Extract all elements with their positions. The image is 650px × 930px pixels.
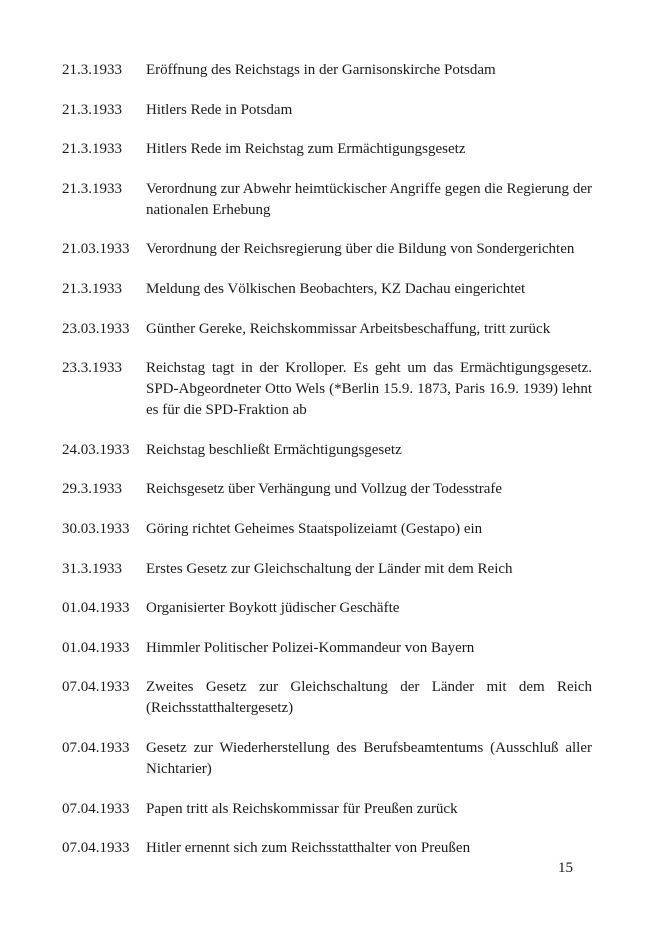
entry-text: Göring richtet Geheimes Staatspolizeiamt (Gestapo) ein — [146, 520, 483, 537]
entry-date: 21.03.1933 — [62, 241, 130, 258]
entry-date: 30.03.1933 — [62, 520, 130, 537]
entry-text: Hitlers Rede im Reichstag zum Ermächtigungsgesetz — [146, 141, 466, 158]
entry-date: 01.04.1933 — [62, 639, 130, 656]
chronology-entry — [62, 799, 592, 820]
chronology-entry — [62, 479, 592, 500]
entry-text: Organisierter Boykott jüdischer Geschäfte — [146, 600, 400, 617]
chronology-entry — [62, 559, 592, 580]
chronology-entry — [62, 319, 592, 340]
entry-text: Erstes Gesetz zur Gleichschaltung der Länder mit dem Reich — [146, 560, 513, 577]
entry-text: Reichstag beschließt Ermächtigungsgesetz — [146, 441, 402, 458]
entry-date: 21.3.1933 — [62, 62, 122, 78]
entry-date: 07.04.1933 — [62, 800, 130, 817]
entry-text: Günther Gereke, Reichskommissar Arbeitsbeschaffung, tritt zurück — [146, 320, 551, 337]
entry-date: 23.03.1933 — [62, 320, 130, 337]
chronology-entry — [62, 598, 592, 619]
chronology-entry — [62, 838, 592, 859]
entry-date: 29.3.1933 — [62, 481, 122, 498]
entry-text: Papen tritt als Reichskommissar für Preußen zurück — [146, 800, 458, 817]
chronology-list — [62, 60, 592, 878]
entry-text: Himmler Politischer Polizei-Kommandeur von Bayern — [146, 639, 475, 656]
entry-date: 07.04.1933 — [62, 840, 130, 857]
entry-text: Hitlers Rede in Potsdam — [146, 101, 293, 118]
entry-text: Reichsgesetz über Verhängung und Vollzug der Todesstrafe — [146, 481, 503, 498]
entry-text: Verordnung der Reichsregierung über die Bildung von Sondergerichten — [146, 241, 575, 258]
entry-date: 31.3.1933 — [62, 560, 122, 577]
chronology-entry — [62, 440, 592, 461]
chronology-entry — [62, 738, 592, 780]
entry-text: Eröffnung des Reichstags in der Garnisonskirche Potsdam — [146, 62, 496, 78]
entry-date: 21.3.1933 — [62, 280, 122, 297]
chronology-entry — [62, 677, 592, 719]
chronology-entry — [62, 60, 592, 81]
chronology-entry — [62, 139, 592, 160]
chronology-entry — [62, 519, 592, 540]
chronology-entry — [62, 179, 592, 221]
entry-text: Zweites Gesetz zur Gleichschaltung der Länder mit dem Reich (Reichsstatthaltergesetz) — [146, 679, 592, 717]
entry-date: 01.04.1933 — [62, 600, 130, 617]
chronology-entry — [62, 358, 592, 421]
entry-date: 21.3.1933 — [62, 180, 122, 197]
entry-date: 23.3.1933 — [62, 360, 122, 377]
entry-text: Reichstag tagt in der Krolloper. Es geht um das Ermächtigungsgesetz. SPD-Abgeordneter Otto Wels (*Berlin 15.9. 1873, Paris 16.9. 1939) lehnt es für die SPD-Fraktion ab — [146, 360, 592, 419]
entry-text: Meldung des Völkischen Beobachters, KZ Dachau eingerichtet — [146, 280, 526, 297]
entry-date: 21.3.1933 — [62, 101, 122, 118]
chronology-entry — [62, 279, 592, 300]
entry-date: 07.04.1933 — [62, 679, 130, 696]
entry-date: 24.03.1933 — [62, 441, 130, 458]
entry-text: Gesetz zur Wiederherstellung des Berufsbeamtentums (Ausschluß aller Nichtarier) — [146, 739, 592, 777]
entry-date: 07.04.1933 — [62, 739, 130, 756]
chronology-entry — [62, 239, 592, 260]
chronology-entry — [62, 100, 592, 121]
chronology-entry — [62, 638, 592, 659]
entry-text: Hitler ernennt sich zum Reichsstatthalter von Preußen — [146, 840, 471, 857]
entry-text: Verordnung zur Abwehr heimtückischer Angriffe gegen die Regierung der nationalen Erhebung — [146, 180, 592, 218]
entry-date: 21.3.1933 — [62, 141, 122, 158]
page-number: 15 — [558, 860, 573, 876]
